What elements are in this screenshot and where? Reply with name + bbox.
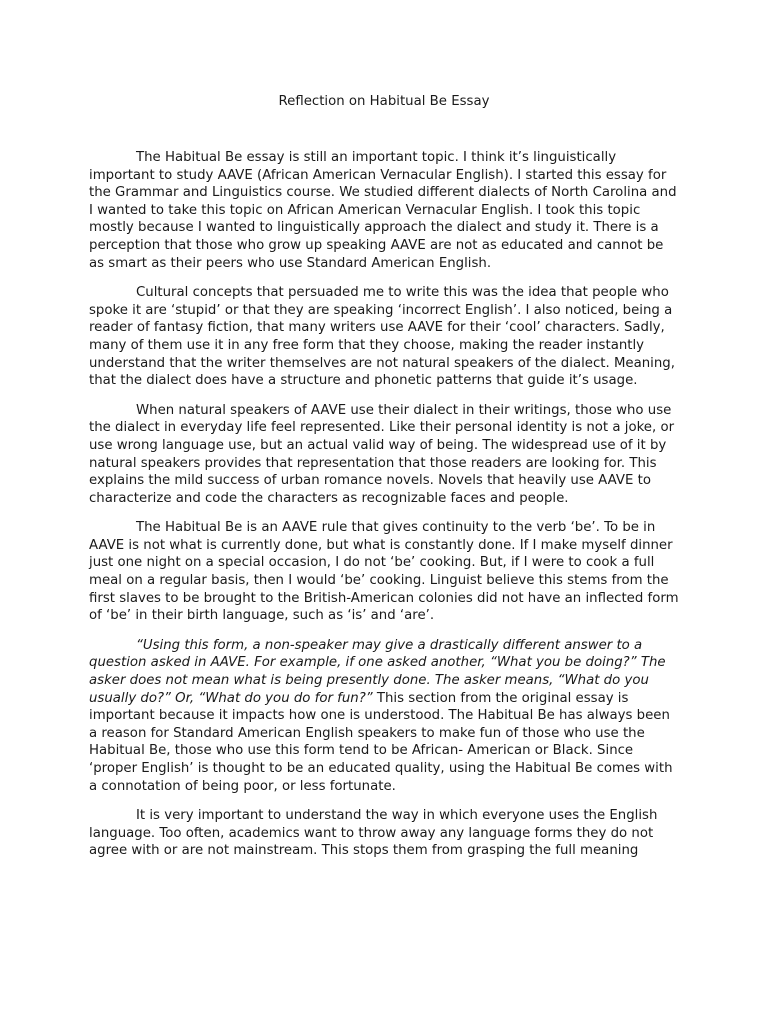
paragraph-4: The Habitual Be is an AAVE rule that gives continuity to the verb ‘be’. To be in AAVE is not what is currently done, but what is constantly done. If I make myself dinner just one night on a special occasion, I do not ‘be’ cooking. But, if I were to cook a full meal on a regular basis, then I would ‘be’ cooking. Linguist believe this stems from the first slaves to be brought to the British-American colonies did not have an inflected form of ‘be’ in their birth language, such as ‘is’ and ‘are’. bbox=[89, 520, 679, 624]
quoted-passage: “Using this form, a non-speaker may give a drastically different answer to a question asked in AAVE. For example, if one asked another, “What you be doing?” The asker does not mean what is being presently done. The asker means, “What do you usually do?” Or, “What do you do for fun?” bbox=[89, 637, 666, 706]
paragraph-5 bbox=[89, 637, 679, 795]
paragraph-6: It is very important to understand the way in which everyone uses the English language. Too often, academics want to throw away any language forms they do not agree with or are not mainstream. This stops them from grasping the full meaning bbox=[89, 808, 658, 859]
paragraph-2: Cultural concepts that persuaded me to write this was the idea that people who spoke it are ‘stupid’ or that they are speaking ‘incorrect English’. I also noticed, being a reader of fantasy fiction, that many writers use AAVE for their ‘cool’ characters. Sadly, many of them use it in any free form that they choose, making the reader instantly understand that the writer themselves are not natural speakers of the dialect. Meaning, that the dialect does have a structure and phonetic patterns that guide it’s usage. bbox=[89, 285, 675, 389]
paragraph-1: The Habitual Be essay is still an important topic. I think it’s linguistically important to study AAVE (African American Vernacular English). I started this essay for the Grammar and Linguistics course. We studied different dialects of North Carolina and I wanted to take this topic on African American Vernacular English. I took this topic mostly because I wanted to linguistically approach the dialect and study it. There is a perception that those who grow up speaking AAVE are not as educated and cannot be as smart as their peers who use Standard American English. bbox=[89, 150, 677, 271]
document-title: Reflection on Habitual Be Essay bbox=[278, 94, 490, 109]
quote-commentary: This section from the original essay is important because it impacts how one is understood. The Habitual Be has always been a reason for Standard American English speakers to make fun of those who use the Habitual Be, those who use this form tend to be African- American or Black. Since ‘proper English’ is thought to be an educated quality, using the Habitual Be comes with a connotation of being poor, or less fortunate. bbox=[89, 690, 673, 794]
document-body bbox=[89, 149, 679, 872]
paragraph-3: When natural speakers of AAVE use their dialect in their writings, those who use the dialect in everyday life feel represented. Like their personal identity is not a joke, or use wrong language use, but an actual valid way of being. The widespread use of it by natural speakers provides that representation that those readers are looking for. This explains the mild success of urban romance novels. Novels that heavily use AAVE to characterize and code the characters as recognizable faces and people. bbox=[89, 402, 675, 506]
